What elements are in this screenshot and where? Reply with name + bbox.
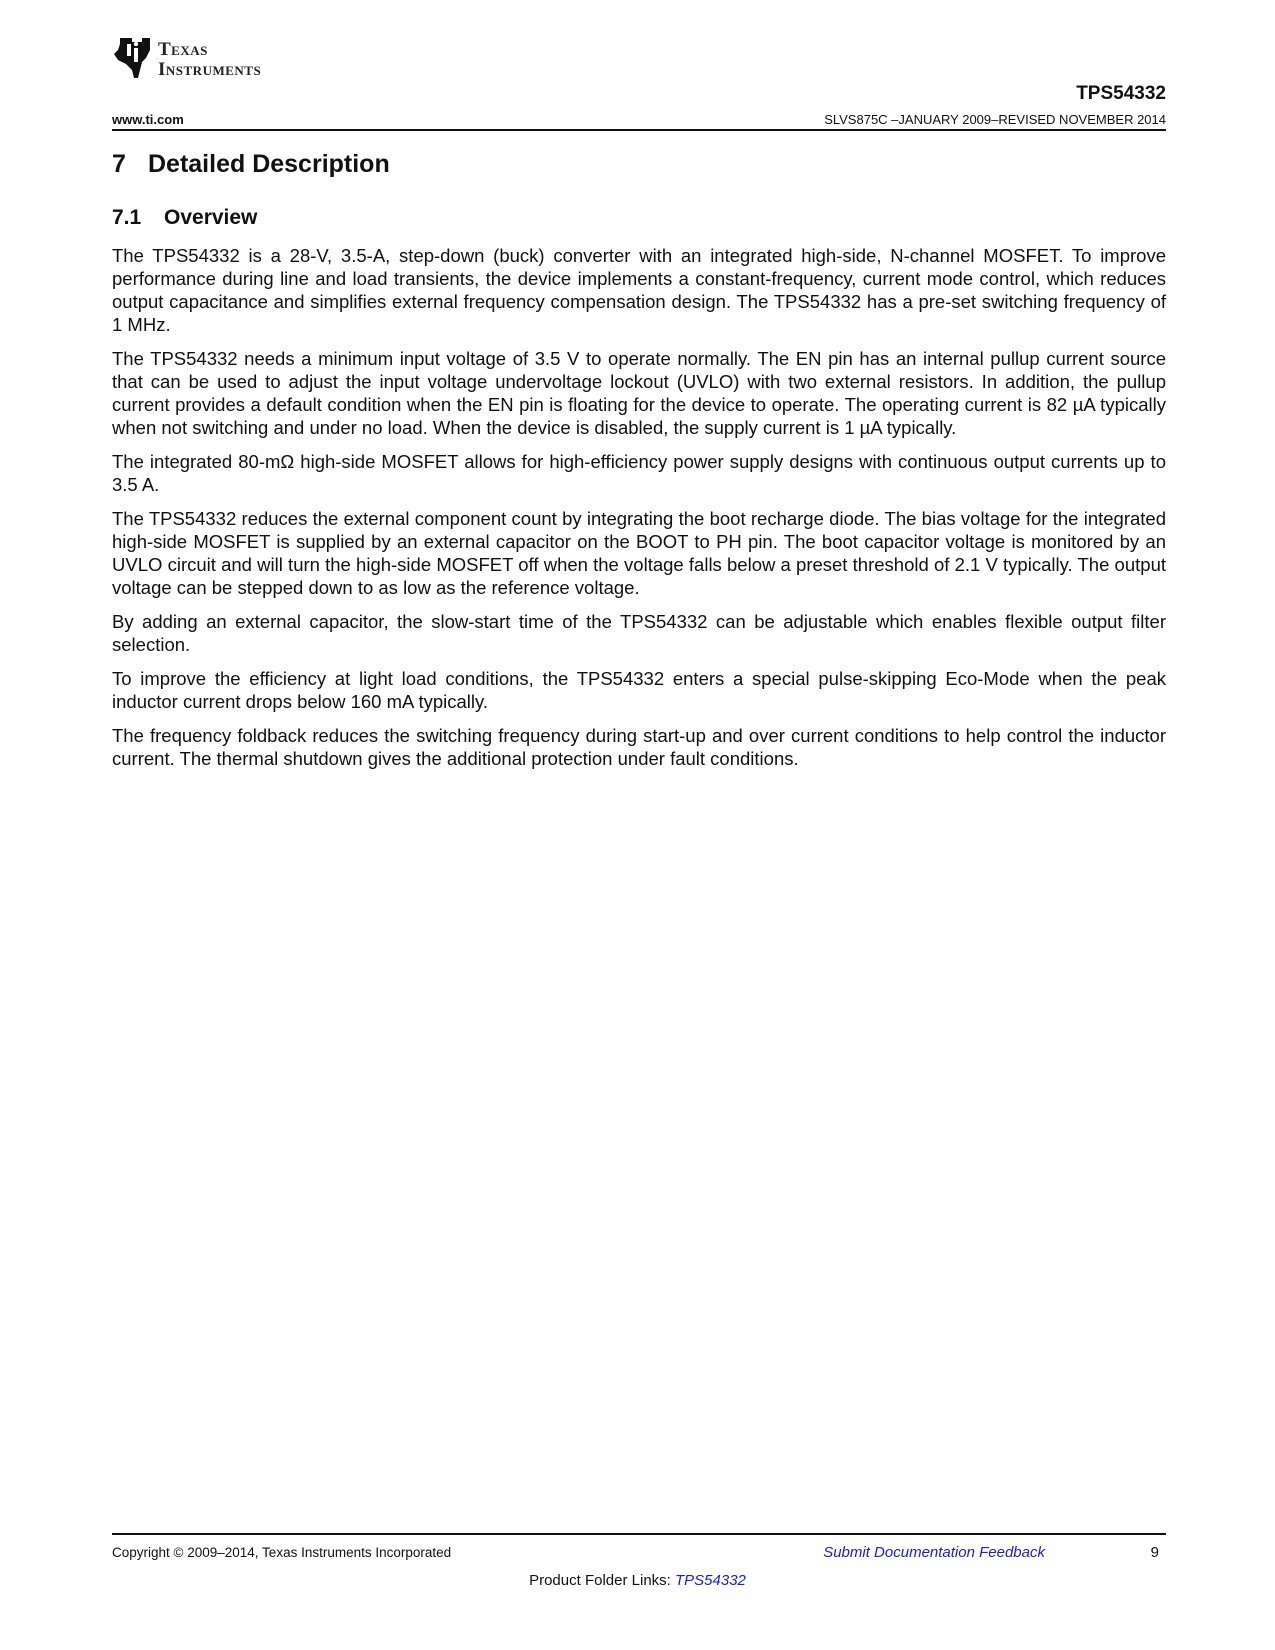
product-folder-link[interactable]: TPS54332 (675, 1572, 746, 1589)
logo-line1: Texas (158, 39, 208, 60)
copyright-notice: Copyright © 2009–2014, Texas Instruments Incorporated (112, 1545, 452, 1560)
section-title: Detailed Description (148, 150, 390, 178)
ti-logo-icon (112, 36, 156, 80)
product-folder-links (0, 1572, 1275, 1589)
document-title: TPS54332 (1076, 83, 1166, 104)
logo-wordmark (158, 40, 261, 80)
product-folder-label: Product Folder Links: (529, 1572, 671, 1589)
overview-body (112, 244, 1166, 781)
site-link[interactable]: www.ti.com (112, 112, 184, 127)
logo-line2: Instruments (158, 59, 262, 80)
section-number: 7 (112, 150, 126, 178)
subsection-number: 7.1 (112, 206, 142, 229)
page-number: 9 (1150, 1544, 1159, 1561)
paragraph: The TPS54332 is a 28-V, 3.5-A, step-down (buck) converter with an integrated high-side, N-channel MOSFET. To improve performance during line and load transients, the device implements a constant-frequency, current mode control, which reduces output capacitance and simplifies external frequency compensation design. The TPS54332 has a pre-set switching frequency of 1 MHz. (112, 245, 1166, 335)
footer-divider (112, 1533, 1166, 1535)
paragraph: The TPS54332 reduces the external component count by integrating the boot recharge diode. The bias voltage for the integrated high-side MOSFET is supplied by an external capacitor on the BOOT to PH pin. The boot capacitor voltage is monitored by an UVLO circuit and will turn the high-side MOSFET off when the voltage falls below a preset threshold of 2.1 V typically. The output voltage can be stepped down to as low as the reference voltage. (112, 508, 1166, 598)
submit-feedback-link[interactable]: Submit Documentation Feedback (823, 1544, 1045, 1561)
header-divider (112, 129, 1166, 131)
section-heading (112, 150, 390, 179)
paragraph: The integrated 80-mΩ high-side MOSFET allows for high-efficiency power supply designs with continuous output currents up to 3.5 A. (112, 451, 1166, 495)
paragraph: To improve the efficiency at light load conditions, the TPS54332 enters a special pulse-skipping Eco-Mode when the peak inductor current drops below 160 mA typically. (112, 668, 1166, 712)
subsection-title: Overview (164, 206, 258, 229)
ti-logo[interactable] (112, 36, 312, 86)
document-number: SLVS875C –JANUARY 2009–REVISED NOVEMBER 2014 (824, 112, 1166, 127)
paragraph: By adding an external capacitor, the slow-start time of the TPS54332 can be adjustable which enables flexible output filter selection. (112, 611, 1166, 655)
paragraph: The TPS54332 needs a minimum input voltage of 3.5 V to operate normally. The EN pin has an internal pullup current source that can be used to adjust the input voltage undervoltage lockout (UVLO) with two external resistors. In addition, the pullup current provides a default condition when the EN pin is floating for the device to operate. The operating current is 82 µA typically when not switching and under no load. When the device is disabled, the supply current is 1 µA typically. (112, 348, 1166, 438)
subsection-heading (112, 206, 257, 230)
paragraph: The frequency foldback reduces the switching frequency during start-up and over current conditions to help control the inductor current. The thermal shutdown gives the additional protection under fault conditions. (112, 725, 1166, 769)
